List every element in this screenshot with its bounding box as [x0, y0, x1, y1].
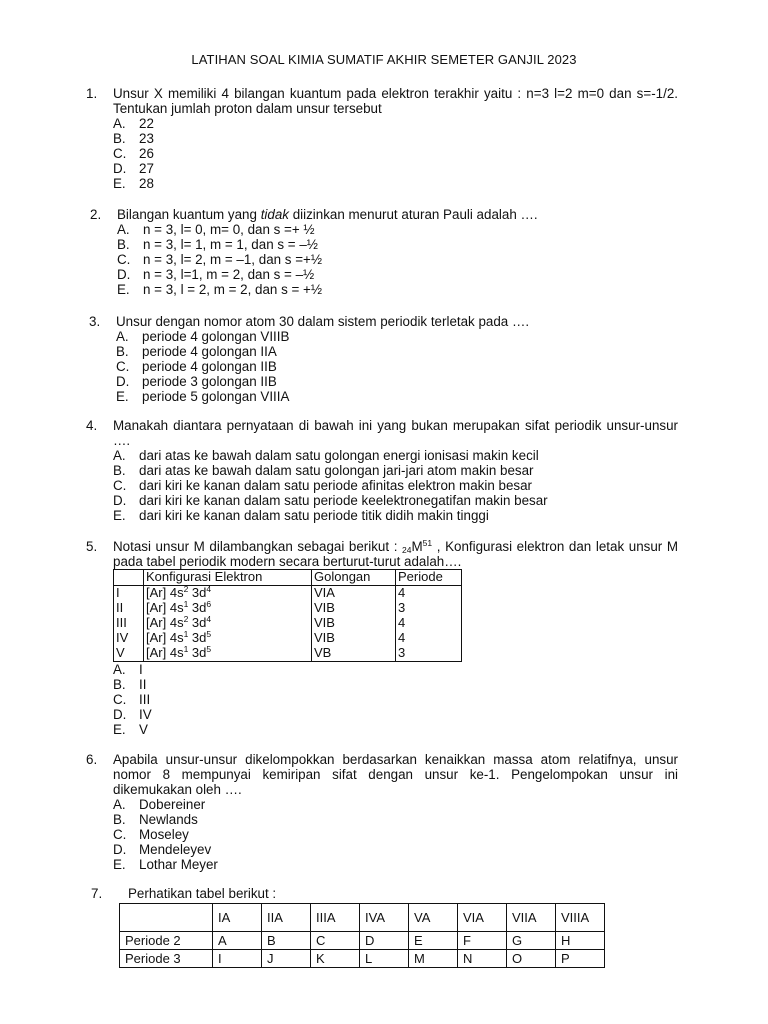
option-b: [113, 677, 678, 692]
question-text: Apabila unsur-unsur dikelompokkan berdasarkan kenaikkan massa atom relatifnya, unsur nomor 8 mempunyai kemiripan sifat dengan unsur ke-1. Pengelompokan unsur ini dikemukakan oleh ….: [113, 752, 678, 797]
table-cell: F: [458, 932, 507, 950]
table-cell: B: [262, 932, 311, 950]
table-header-cell: IIIA: [311, 904, 360, 932]
question-number: 5.: [86, 539, 98, 554]
table-header-cell: [114, 570, 144, 586]
golongan-cell: VB: [312, 646, 396, 662]
option-d: [117, 267, 678, 282]
option-letter: D.: [117, 267, 131, 282]
option-letter: B.: [113, 812, 126, 827]
row-number: V: [114, 646, 144, 662]
option-text: dari atas ke bawah dalam satu golongan energi ionisasi makin kecil: [139, 448, 539, 463]
option-letter: B.: [116, 344, 129, 359]
table-header-row: [120, 904, 605, 932]
table-cell: M: [409, 950, 458, 968]
option-text: Dobereiner: [139, 797, 206, 812]
table-header-cell: IA: [213, 904, 262, 932]
question-number: 4.: [86, 418, 98, 433]
option-text: V: [139, 722, 148, 737]
config-base: [Ar] 4s: [146, 630, 184, 645]
option-text: n = 3, l= 0, m= 0, dan s =+ ½: [143, 222, 315, 237]
electron-configuration: [144, 586, 312, 602]
option-letter: E.: [113, 176, 126, 191]
option-text: Mendeleyev: [139, 842, 212, 857]
option-c: [113, 692, 678, 707]
option-letter: B.: [117, 237, 130, 252]
option-letter: C.: [113, 146, 127, 161]
table-row: [114, 601, 462, 616]
table-header-cell: Golongan: [312, 570, 396, 586]
option-letter: C.: [113, 478, 127, 493]
option-letter: C.: [113, 692, 127, 707]
option-letter: E.: [113, 722, 126, 737]
golongan-cell: VIA: [312, 586, 396, 602]
table-cell: N: [458, 950, 507, 968]
option-letter: D.: [113, 707, 127, 722]
table-header-cell: [120, 904, 213, 932]
option-text: n = 3, l=1, m = 2, dan s = –½: [143, 267, 315, 282]
option-text: periode 4 golongan VIIIB: [142, 329, 290, 344]
option-d: [113, 707, 678, 722]
option-text: 23: [139, 131, 154, 146]
row-number: IV: [114, 631, 144, 646]
option-letter: A.: [116, 329, 129, 344]
option-c: [116, 359, 678, 374]
option-c: [113, 827, 678, 842]
row-number: II: [114, 601, 144, 616]
element-symbol: M: [411, 539, 423, 554]
periode-cell: 4: [396, 631, 462, 646]
table-cell: P: [556, 950, 605, 968]
option-text: 28: [139, 176, 154, 191]
question-2: [90, 207, 678, 297]
table-header-cell: VIIIA: [556, 904, 605, 932]
question-6: [86, 752, 678, 872]
periode-cell: 4: [396, 616, 462, 631]
config-base: [Ar] 4s: [146, 615, 184, 630]
table-cell: I: [213, 950, 262, 968]
table-cell: G: [507, 932, 556, 950]
config-base: [Ar] 4s: [146, 645, 184, 660]
option-text: 22: [139, 116, 154, 131]
table-row: [114, 631, 462, 646]
question-text: [113, 539, 678, 569]
option-letter: B.: [113, 677, 126, 692]
option-d: [113, 493, 678, 508]
question-5: [86, 539, 678, 737]
periode-cell: 4: [396, 586, 462, 602]
option-letter: E.: [113, 508, 126, 523]
option-letter: D.: [116, 374, 130, 389]
option-a: [113, 448, 678, 463]
option-letter: B.: [113, 131, 126, 146]
option-d: [113, 161, 678, 176]
config-base: [Ar] 4s: [146, 600, 184, 615]
option-text: Lothar Meyer: [139, 857, 218, 872]
question-text: Unsur X memiliki 4 bilangan kuantum pada elektron terakhir yaitu : n=3 l=2 m=0 dan s=-1/2. Tentukan jumlah proton dalam unsur tersebut: [113, 86, 678, 116]
electron-configuration: [144, 631, 312, 646]
question-text: Unsur dengan nomor atom 30 dalam sistem periodik terletak pada ….: [116, 314, 530, 329]
option-text: IV: [139, 707, 152, 722]
config-s-exponent: 1: [183, 599, 189, 609]
question-text-after: diizinkan menurut aturan Pauli adalah ….: [288, 207, 538, 222]
periodic-table: [119, 903, 605, 968]
option-letter: A.: [113, 797, 126, 812]
electron-configuration: [144, 601, 312, 616]
table-cell: L: [360, 950, 409, 968]
table-row: [114, 586, 462, 602]
option-text: dari kiri ke kanan dalam satu periode afinitas elektron makin besar: [139, 478, 532, 493]
question-number: 1.: [86, 86, 98, 101]
table-cell: Periode 3: [120, 950, 213, 968]
question-number: 6.: [86, 752, 98, 767]
option-a: [113, 662, 678, 677]
table-cell: Periode 2: [120, 932, 213, 950]
question-text: Manakah diantara pernyataan di bawah ini yang bukan merupakan sifat periodik unsur-unsur ….: [113, 418, 678, 448]
periode-cell: 3: [396, 601, 462, 616]
table-cell: D: [360, 932, 409, 950]
config-mid: 3d: [188, 615, 207, 630]
option-text: Newlands: [139, 812, 198, 827]
config-mid: 3d: [188, 585, 207, 600]
electron-configuration: [144, 616, 312, 631]
option-e: [113, 857, 678, 872]
config-s-exponent: 2: [183, 614, 189, 624]
question-text-after: , Konfigurasi elektron dan letak unsur M pada tabel periodik modern secara berturut-turut adalah….: [113, 539, 678, 569]
option-b: [113, 131, 678, 146]
option-text: III: [139, 692, 151, 707]
table-row: [114, 616, 462, 631]
table-header-cell: Konfigurasi Elektron: [144, 570, 312, 586]
table-header-cell: IIA: [262, 904, 311, 932]
question-4: [86, 418, 678, 523]
question-text-before: Notasi unsur M dilambangkan sebagai berikut :: [113, 539, 403, 554]
config-base: [Ar] 4s: [146, 585, 184, 600]
atomic-number: 24: [402, 545, 412, 555]
option-text: II: [139, 677, 147, 692]
option-text: 26: [139, 146, 154, 161]
question-number: 3.: [89, 314, 101, 329]
option-text: n = 3, l= 2, m = –1, dan s =+½: [143, 252, 323, 267]
table-cell: J: [262, 950, 311, 968]
config-mid: 3d: [188, 645, 207, 660]
table-cell: H: [556, 932, 605, 950]
option-letter: C.: [116, 359, 130, 374]
golongan-cell: VIB: [312, 616, 396, 631]
option-b: [116, 344, 678, 359]
golongan-cell: VIB: [312, 601, 396, 616]
table-header-row: [114, 570, 462, 586]
option-c: [117, 252, 678, 267]
option-e: [116, 389, 678, 404]
option-text: 27: [139, 161, 154, 176]
option-text: dari kiri ke kanan dalam satu periode keelektronegatifan makin besar: [139, 493, 548, 508]
config-s-exponent: 1: [183, 644, 189, 654]
option-text: periode 3 golongan IIB: [142, 374, 277, 389]
table-cell: A: [213, 932, 262, 950]
table-header-cell: VIIA: [507, 904, 556, 932]
table-row: [120, 932, 605, 950]
option-letter: B.: [113, 463, 126, 478]
question-text-italic: tidak: [260, 207, 289, 222]
option-text: periode 4 golongan IIA: [142, 344, 277, 359]
electron-configuration: [144, 646, 312, 662]
option-letter: D.: [113, 161, 127, 176]
table-header-cell: VIA: [458, 904, 507, 932]
option-d: [116, 374, 678, 389]
option-letter: C.: [117, 252, 131, 267]
option-text: dari atas ke bawah dalam satu golongan jari-jari atom makin besar: [139, 463, 534, 478]
question-text: [117, 207, 678, 222]
option-c: [113, 146, 678, 161]
question-number: 2.: [90, 207, 102, 222]
option-text: periode 5 golongan VIIIA: [142, 389, 290, 404]
question-text-before: Bilangan kuantum yang: [117, 207, 261, 222]
option-letter: A.: [113, 662, 126, 677]
option-letter: E.: [117, 282, 130, 297]
option-letter: A.: [113, 116, 126, 131]
option-a: [113, 797, 678, 812]
mass-number: 51: [422, 538, 433, 548]
option-letter: C.: [113, 827, 127, 842]
option-a: [113, 116, 678, 131]
option-letter: D.: [113, 842, 127, 857]
question-text: Perhatikan tabel berikut :: [128, 886, 277, 901]
option-letter: E.: [116, 389, 129, 404]
option-a: [116, 329, 678, 344]
option-text: I: [139, 662, 143, 677]
periode-cell: 3: [396, 646, 462, 662]
option-b: [113, 463, 678, 478]
option-e: [113, 176, 678, 191]
option-text: Moseley: [139, 827, 189, 842]
table-cell: O: [507, 950, 556, 968]
option-c: [113, 478, 678, 493]
row-number: I: [114, 586, 144, 602]
option-letter: A.: [117, 222, 130, 237]
question-number: 7.: [91, 886, 103, 901]
option-letter: E.: [113, 857, 126, 872]
config-d-exponent: 4: [206, 584, 212, 594]
option-b: [117, 237, 678, 252]
option-e: [113, 722, 678, 737]
configuration-table: [113, 569, 462, 662]
table-header-cell: IVA: [360, 904, 409, 932]
option-letter: D.: [113, 493, 127, 508]
table-header-cell: VA: [409, 904, 458, 932]
table-cell: C: [311, 932, 360, 950]
config-d-exponent: 6: [206, 599, 212, 609]
config-s-exponent: 1: [183, 629, 189, 639]
config-d-exponent: 4: [206, 614, 212, 624]
option-e: [117, 282, 678, 297]
golongan-cell: VIB: [312, 631, 396, 646]
table-cell: K: [311, 950, 360, 968]
option-e: [113, 508, 678, 523]
config-mid: 3d: [188, 630, 207, 645]
config-s-exponent: 2: [183, 584, 189, 594]
option-d: [113, 842, 678, 857]
option-b: [113, 812, 678, 827]
option-text: periode 4 golongan IIB: [142, 359, 277, 374]
config-d-exponent: 5: [206, 629, 212, 639]
question-7: [91, 886, 678, 901]
question-1: [86, 86, 678, 191]
option-text: n = 3, l= 1, m = 1, dan s = –½: [143, 237, 318, 252]
table-header-cell: Periode: [396, 570, 462, 586]
table-row: [114, 646, 462, 662]
document-title: LATIHAN SOAL KIMIA SUMATIF AKHIR SEMETER GANJIL 2023: [191, 52, 577, 67]
row-number: III: [114, 616, 144, 631]
table-row: [120, 950, 605, 968]
question-3: [89, 314, 678, 404]
config-mid: 3d: [188, 600, 207, 615]
option-a: [117, 222, 678, 237]
table-cell: E: [409, 932, 458, 950]
config-d-exponent: 5: [206, 644, 212, 654]
option-text: n = 3, l = 2, m = 2, dan s = +½: [143, 282, 323, 297]
option-letter: A.: [113, 448, 126, 463]
option-text: dari kiri ke kanan dalam satu periode titik didih makin tinggi: [139, 508, 489, 523]
